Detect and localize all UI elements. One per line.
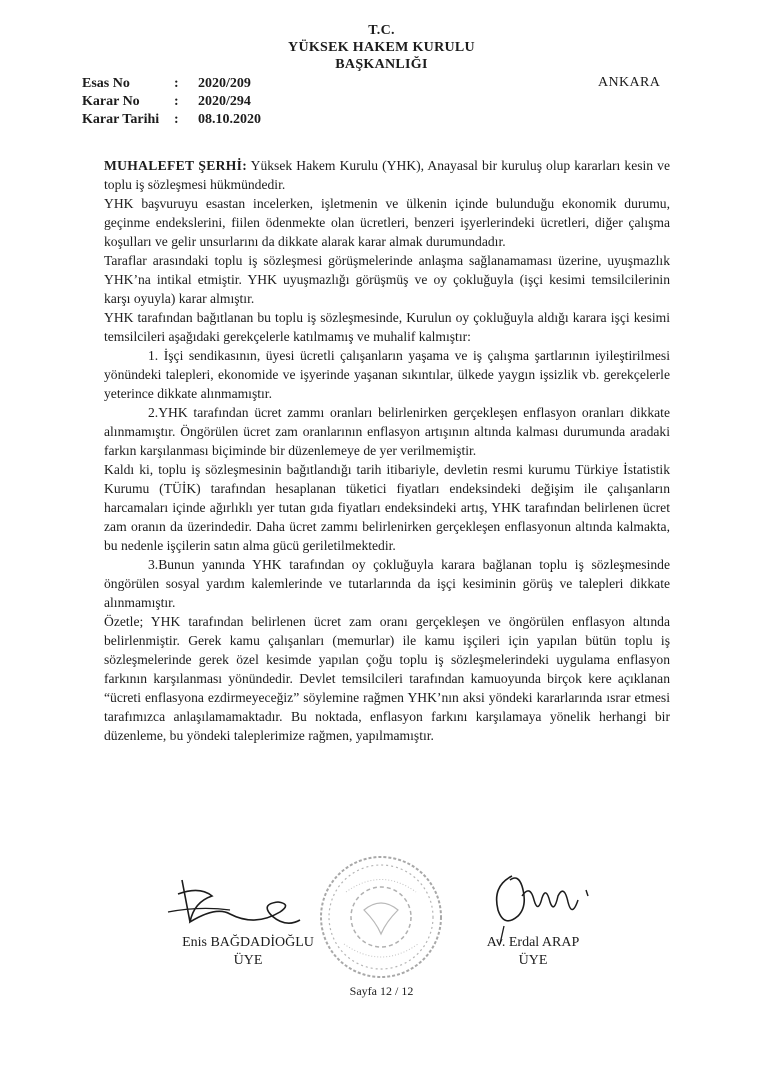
signatory-name: Enis BAĞDADİOĞLU: [182, 935, 314, 950]
paragraph: Kaldı ki, toplu iş sözleşmesinin bağıtlandığı tarih itibariyle, devletin resmi kurumu Türkiye İstatistik Kurumu (TÜİK) tarafından hesaplanan tüketici fiyatları endeksindeki değişim ile çalışanların harcamaları içinde ağırlıklı yer tutan gıda fiyatları endeksindeki artış, YHK tarafından belirlenen ücret zam oranın da üzerindedir. Daha ücret zammı belirlenirken gerçekleşen enflasyonun altında kalmakta, bu nedenle işçilerin satın alma gücü geriletilmektedir.: [104, 462, 670, 553]
signatory-title: ÜYE: [518, 953, 548, 968]
document-header: [0, 22, 763, 73]
left-signature-block: [168, 934, 328, 970]
ref-value: 08.10.2020: [198, 112, 261, 127]
official-seal: [316, 852, 446, 982]
ref-label: Esas No: [82, 76, 130, 91]
header-office: BAŞKANLIĞI: [335, 57, 428, 72]
list-item-1: 1. İşçi sendikasının, üyesi ücretli çalışanların yaşama ve iş çalışma şartlarının iyileştirilmesi yönündeki talepleri, ekonomide ve işyerinde yaşanan sıkıntılar, ülkede yaygın işsizlik vb. gerekçelerle yeterince dikkate alınmamıştır.: [104, 348, 670, 401]
document-body: [104, 156, 670, 745]
ref-row-tarih: [82, 111, 261, 129]
city-label: ANKARA: [598, 75, 661, 90]
header-institution: YÜKSEK HAKEM KURULU: [288, 40, 475, 55]
header-country: T.C.: [368, 23, 395, 38]
reference-block: [82, 75, 261, 129]
paragraph-summary: Özetle; YHK tarafından belirlenen ücret zam oranı gerçekleşen ve öngörülen enflasyon altında belirlenmiştir. Gerek kamu çalışanları (memurlar) ile kamu işçileri için yapılan bütün toplu iş sözleşmelerinde gerek özel kesimde yapılan çoğu toplu iş sözleşmelerindeki uygulama enflasyon farkının karşılanması yönündedir. Devlet temsilcileri tarafından kamuoyunda birçok kere açıklanan “ücreti enflasyona ezdirmeyeceğiz” söylemine rağmen YHK’nın aksi yöndeki kararlarında ısrar etmesi tarafımızca anlaşılamamaktadır. Bu noktada, enflasyon farkını karşılamaya yönelik herhangi bir düzenleme, bu yöndeki taleplerimize rağmen, yapılmamıştır.: [104, 614, 670, 743]
ref-colon: :: [174, 112, 179, 127]
ref-row-karar: [82, 93, 261, 111]
right-signature-block: [468, 934, 598, 970]
dissent-heading: MUHALEFET ŞERHİ:: [104, 158, 248, 173]
paragraph: Taraflar arasındaki toplu iş sözleşmesi görüşmelerinde anlaşma sağlanamaması üzerine, uyuşmazlık YHK’na intikal etmiştir. YHK uyuşmazlığı görüşmüş ve oy çokluğuyla (işçi kesimi temsilcilerinin karşı oyuyla) karar almıştır.: [104, 253, 670, 306]
ref-colon: :: [174, 76, 179, 91]
list-item-2: 2.YHK tarafından ücret zammı oranları belirlenirken gerçekleşen enflasyon oranları dikkate alınmamıştır. Öngörülen ücret zam oranlarının enflasyon artışının altında kalması durumunda aradaki farkın karşılanması biçiminde bir düzenlemeye de yer verilmemiştir.: [104, 405, 670, 458]
list-item-3: 3.Bunun yanında YHK tarafından oy çokluğuyla karara bağlanan toplu iş sözleşmesinde öngörülen sosyal yardım kalemlerinde ve tutarlarında da işçi kesiminin görüş ve talepleri dikkate alınmamıştır.: [104, 557, 670, 610]
signatory-name: Av. Erdal ARAP: [486, 935, 580, 950]
left-signature-mark: [160, 872, 310, 942]
paragraph-intro: [104, 156, 670, 194]
ref-label: Karar No: [82, 94, 140, 109]
ref-value: 2020/209: [198, 76, 251, 91]
paragraph-intro-text: Yüksek Hakem Kurulu (YHK), Anayasal bir kuruluş olup kararları kesin ve toplu iş sözleşmesi hükmündedir.: [104, 158, 670, 192]
ref-label: Karar Tarihi: [82, 112, 160, 127]
ref-row-esas: [82, 75, 261, 93]
ref-colon: :: [174, 94, 179, 109]
paragraph: YHK tarafından bağıtlanan bu toplu iş sözleşmesinde, Kurulun oy çokluğuyla aldığı karara işçi kesimi temsilcileri aşağıdaki gerekçelerle katılmamış ve muhalif kalmıştır:: [104, 310, 670, 344]
signatory-title: ÜYE: [233, 953, 263, 968]
ref-value: 2020/294: [198, 94, 251, 109]
page-number: Sayfa 12 / 12: [349, 984, 414, 998]
paragraph: YHK başvuruyu esastan incelerken, işletmenin ve ülkenin içinde bulunduğu ekonomik durumu, geçinme endekslerini, fiilen ödenmekte olan ücretleri, benzeri işyerlerindeki ücretleri, diğer çalışma koşulları ve gelir unsurlarını da dikkate alarak karar almak durumundadır.: [104, 196, 670, 249]
